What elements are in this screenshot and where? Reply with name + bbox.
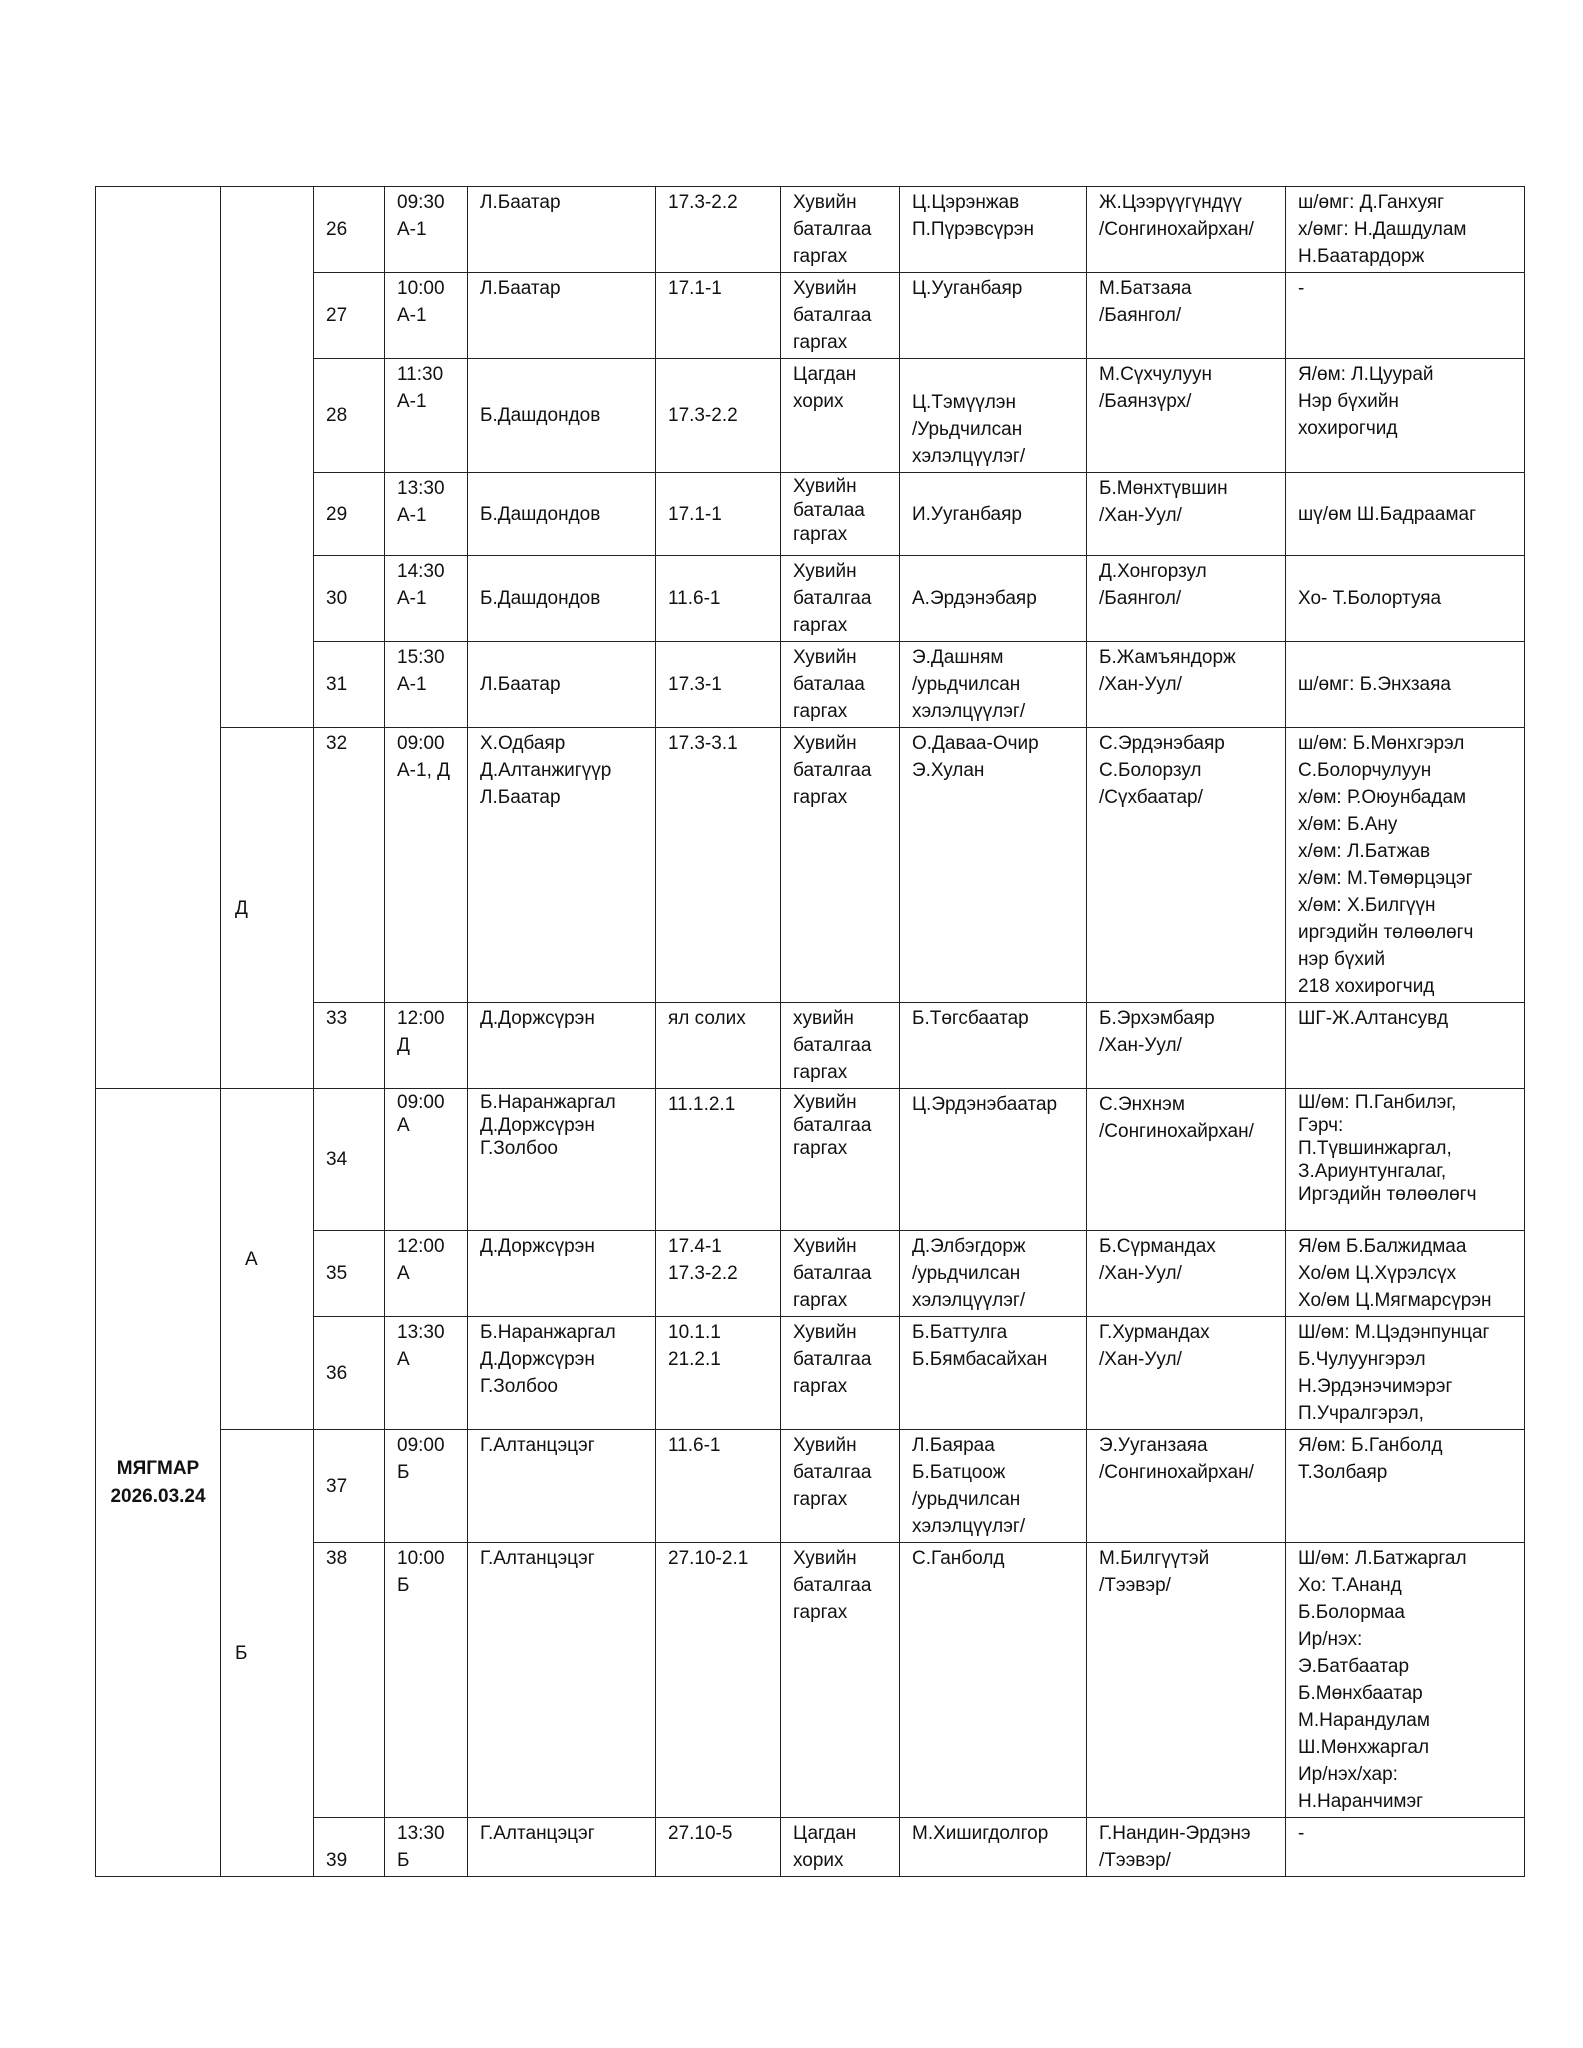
article: 17.4-1 17.3-2.2 xyxy=(656,1231,781,1317)
article: 11.6-1 xyxy=(656,1430,781,1543)
row-number: 32 xyxy=(314,728,385,1003)
participants: - xyxy=(1286,273,1525,359)
prosecutor: С.Эрдэнэбаяр С.Болорзул /Сүхбаатар/ xyxy=(1087,728,1286,1003)
time-room: 11:30 А-1 xyxy=(385,359,468,473)
time-room: 09:00 А xyxy=(385,1089,468,1231)
prosecutor: Ж.Цээрүүгүндүү /Сонгинохайрхан/ xyxy=(1087,187,1286,273)
defendant: Л.Баяраа Б.Батцоож /урьдчилсан хэлэлцүүлэг/ xyxy=(900,1430,1087,1543)
time-room: 12:00 Д xyxy=(385,1003,468,1089)
judge: Г.Алтанцэцэг xyxy=(468,1430,656,1543)
time-room: 13:30 Б xyxy=(385,1818,468,1877)
participants: Я/өм: Б.Ганболд Т.Золбаяр xyxy=(1286,1430,1525,1543)
decision: Хувийн баталаа гаргах xyxy=(781,473,900,556)
defendant: Э.Дашням /урьдчилсан хэлэлцүүлэг/ xyxy=(900,642,1087,728)
row-number: 39 xyxy=(314,1818,385,1877)
judge: Д.Доржсүрэн xyxy=(468,1231,656,1317)
prosecutor: Б.Мөнхтүвшин /Хан-Уул/ xyxy=(1087,473,1286,556)
decision: Хувийн баталгаа гаргах xyxy=(781,273,900,359)
time-room: 10:00 Б xyxy=(385,1543,468,1818)
time-room: 12:00 А xyxy=(385,1231,468,1317)
decision: Хувийн баталаа гаргах xyxy=(781,642,900,728)
time-room: 13:30 А-1 xyxy=(385,473,468,556)
courtroom-label: Б xyxy=(221,1430,314,1877)
article: 17.3-1 xyxy=(656,642,781,728)
participants: Я/өм: Л.Цуурай Нэр бүхийн хохирогчид xyxy=(1286,359,1525,473)
courtroom-label: А xyxy=(221,1089,314,1430)
participants: Ш/өм: М.Цэдэнпунцаг Б.Чулуунгэрэл Н.Эрдэнэчимэрэг П.Учралгэрэл, xyxy=(1286,1317,1525,1430)
judge: Г.Алтанцэцэг xyxy=(468,1818,656,1877)
prosecutor: Э.Уугaнзаяа /Сонгинохайрхан/ xyxy=(1087,1430,1286,1543)
judge: Д.Доржсүрэн xyxy=(468,1003,656,1089)
participants: ш/өм: Б.Мөнхгэрэл С.Болорчулуун х/өм: Р.Оюунбадам х/өм: Б.Ану х/өм: Л.Батжав х/өм: М.Төмөрцэцэг х/өм: Х.Билгүүн иргэдийн төлөөлөгч нэр бүхий 218 хохирогчид xyxy=(1286,728,1525,1003)
defendant: Д.Элбэгдорж /урьдчилсан хэлэлцүүлэг/ xyxy=(900,1231,1087,1317)
time-room: 14:30 А-1 xyxy=(385,556,468,642)
judge: Л.Баатар xyxy=(468,187,656,273)
article: 11.1.2.1 xyxy=(656,1089,781,1231)
prosecutor: М.Сүхчулуун /Баянзүрх/ xyxy=(1087,359,1286,473)
judge: Л.Баатар xyxy=(468,642,656,728)
participants: шү/өм Ш.Бадраамаг xyxy=(1286,473,1525,556)
judge: Б.Дашдондов xyxy=(468,556,656,642)
table-row xyxy=(96,1089,1525,1231)
participants: Ш/өм: Л.Батжаргал Хо: Т.Ананд Б.Болормаа Ир/нэх: Э.Батбаатар Б.Мөнхбаатар М.Нарандулам Ш.Мөнхжаргал Ир/нэх/хар: Н.Наранчимэг xyxy=(1286,1543,1525,1818)
decision: Хувийн баталгаа гаргах xyxy=(781,1089,900,1231)
article: 11.6-1 xyxy=(656,556,781,642)
day-date-cell xyxy=(96,1089,221,1877)
prosecutor: М.Билгүүтэй /Тээвэр/ xyxy=(1087,1543,1286,1818)
table-row xyxy=(96,1430,1525,1543)
defendant: А.Эрдэнэбаяр xyxy=(900,556,1087,642)
hearing-schedule-table xyxy=(95,186,1525,1877)
prosecutor: М.Батзаяа /Баянгол/ xyxy=(1087,273,1286,359)
participants: ш/өмг: Д.Ганхуяг х/өмг: Н.Дашдулам Н.Баатардорж xyxy=(1286,187,1525,273)
defendant: Ц.Ууганбаяр xyxy=(900,273,1087,359)
day-name: МЯГМАР xyxy=(116,1457,200,1479)
defendant: Б.Баттулга Б.Бямбасайхан xyxy=(900,1317,1087,1430)
article: 27.10-5 xyxy=(656,1818,781,1877)
judge: Б.Дашдондов xyxy=(468,473,656,556)
article: 17.3-2.2 xyxy=(656,359,781,473)
prosecutor: Г.Нандин-Эрдэнэ /Тээвэр/ xyxy=(1087,1818,1286,1877)
defendant: Ц.Цэрэнжав П.Пүрэвсүрэн xyxy=(900,187,1087,273)
decision: Хувийн баталгаа гаргах xyxy=(781,1317,900,1430)
day-date: 2026.03.24 xyxy=(110,1485,206,1507)
prosecutor: Г.Хурмандах /Хан-Уул/ xyxy=(1087,1317,1286,1430)
time-room: 09:30 А-1 xyxy=(385,187,468,273)
prosecutor: С.Энхнэм /Сонгинохайрхан/ xyxy=(1087,1089,1286,1231)
time-room: 10:00 А-1 xyxy=(385,273,468,359)
judge: Г.Алтанцэцэг xyxy=(468,1543,656,1818)
participants: - xyxy=(1286,1818,1525,1877)
row-number: 30 xyxy=(314,556,385,642)
row-number: 37 xyxy=(314,1430,385,1543)
judge: Л.Баатар xyxy=(468,273,656,359)
participants: ШГ-Ж.Алтансувд xyxy=(1286,1003,1525,1089)
row-number: 26 xyxy=(314,187,385,273)
defendant: И.Ууганбаяр xyxy=(900,473,1087,556)
row-number: 27 xyxy=(314,273,385,359)
decision: Хувийн баталгаа гаргах xyxy=(781,1543,900,1818)
defendant: Б.Төгсбаатар xyxy=(900,1003,1087,1089)
article: 10.1.1 21.2.1 xyxy=(656,1317,781,1430)
defendant: М.Хишигдолгор xyxy=(900,1818,1087,1877)
defendant: С.Ганболд xyxy=(900,1543,1087,1818)
decision: Цагдан хорих xyxy=(781,1818,900,1877)
decision: Хувийн баталгаа гаргах xyxy=(781,1430,900,1543)
decision: хувийн баталгаа гаргах xyxy=(781,1003,900,1089)
prosecutor: Б.Сүрмандах /Хан-Уул/ xyxy=(1087,1231,1286,1317)
table-row xyxy=(96,728,1525,1003)
judge: Х.Одбаяр Д.Алтанжигүүр Л.Баатар xyxy=(468,728,656,1003)
row-number: 35 xyxy=(314,1231,385,1317)
judge: Б.Дашдондов xyxy=(468,359,656,473)
courtroom-label: Д xyxy=(221,728,314,1089)
article: ял солих xyxy=(656,1003,781,1089)
row-number: 36 xyxy=(314,1317,385,1430)
prosecutor: Б.Жамъяндорж /Хан-Уул/ xyxy=(1087,642,1286,728)
time-room: 09:00 А-1, Д xyxy=(385,728,468,1003)
decision: Хувийн баталгаа гаргах xyxy=(781,728,900,1003)
defendant: Ц.Тэмүүлэн /Урьдчилсан хэлэлцүүлэг/ xyxy=(900,359,1087,473)
defendant: Ц.Эрдэнэбаатар xyxy=(900,1089,1087,1231)
room-cell-empty xyxy=(221,187,314,728)
row-number: 38 xyxy=(314,1543,385,1818)
table-row xyxy=(96,187,1525,273)
row-number: 34 xyxy=(314,1089,385,1231)
participants: Я/өм Б.Балжидмаа Хо/өм Ц.Хүрэлсүх Хо/өм Ц.Мягмарсүрэн xyxy=(1286,1231,1525,1317)
participants: ш/өмг: Б.Энхзаяа xyxy=(1286,642,1525,728)
prosecutor: Д.Хонгорзул /Баянгол/ xyxy=(1087,556,1286,642)
row-number: 33 xyxy=(314,1003,385,1089)
decision: Хувийн баталгаа гаргах xyxy=(781,556,900,642)
article: 17.1-1 xyxy=(656,473,781,556)
article: 17.3-2.2 xyxy=(656,187,781,273)
decision: Цагдан хорих xyxy=(781,359,900,473)
participants: Ш/өм: П.Ганбилэг, Гэрч: П.Түвшинжаргал, З.Ариунтунгалаг, Иргэдийн төлөөлөгч xyxy=(1286,1089,1525,1231)
time-room: 09:00 Б xyxy=(385,1430,468,1543)
article: 17.3-3.1 xyxy=(656,728,781,1003)
decision: Хувийн баталгаа гаргах xyxy=(781,187,900,273)
row-number: 28 xyxy=(314,359,385,473)
article: 27.10-2.1 xyxy=(656,1543,781,1818)
day-cell-empty xyxy=(96,187,221,1089)
row-number: 31 xyxy=(314,642,385,728)
judge: Б.Наранжаргал Д.Доржсүрэн Г.Золбоо xyxy=(468,1089,656,1231)
time-room: 15:30 А-1 xyxy=(385,642,468,728)
judge: Б.Наранжаргал Д.Доржсүрэн Г.Золбоо xyxy=(468,1317,656,1430)
article: 17.1-1 xyxy=(656,273,781,359)
prosecutor: Б.Эрхэмбаяр /Хан-Уул/ xyxy=(1087,1003,1286,1089)
defendant: О.Даваа-Очир Э.Хулан xyxy=(900,728,1087,1003)
time-room: 13:30 А xyxy=(385,1317,468,1430)
participants: Хо- Т.Болортуяа xyxy=(1286,556,1525,642)
row-number: 29 xyxy=(314,473,385,556)
decision: Хувийн баталгаа гаргах xyxy=(781,1231,900,1317)
